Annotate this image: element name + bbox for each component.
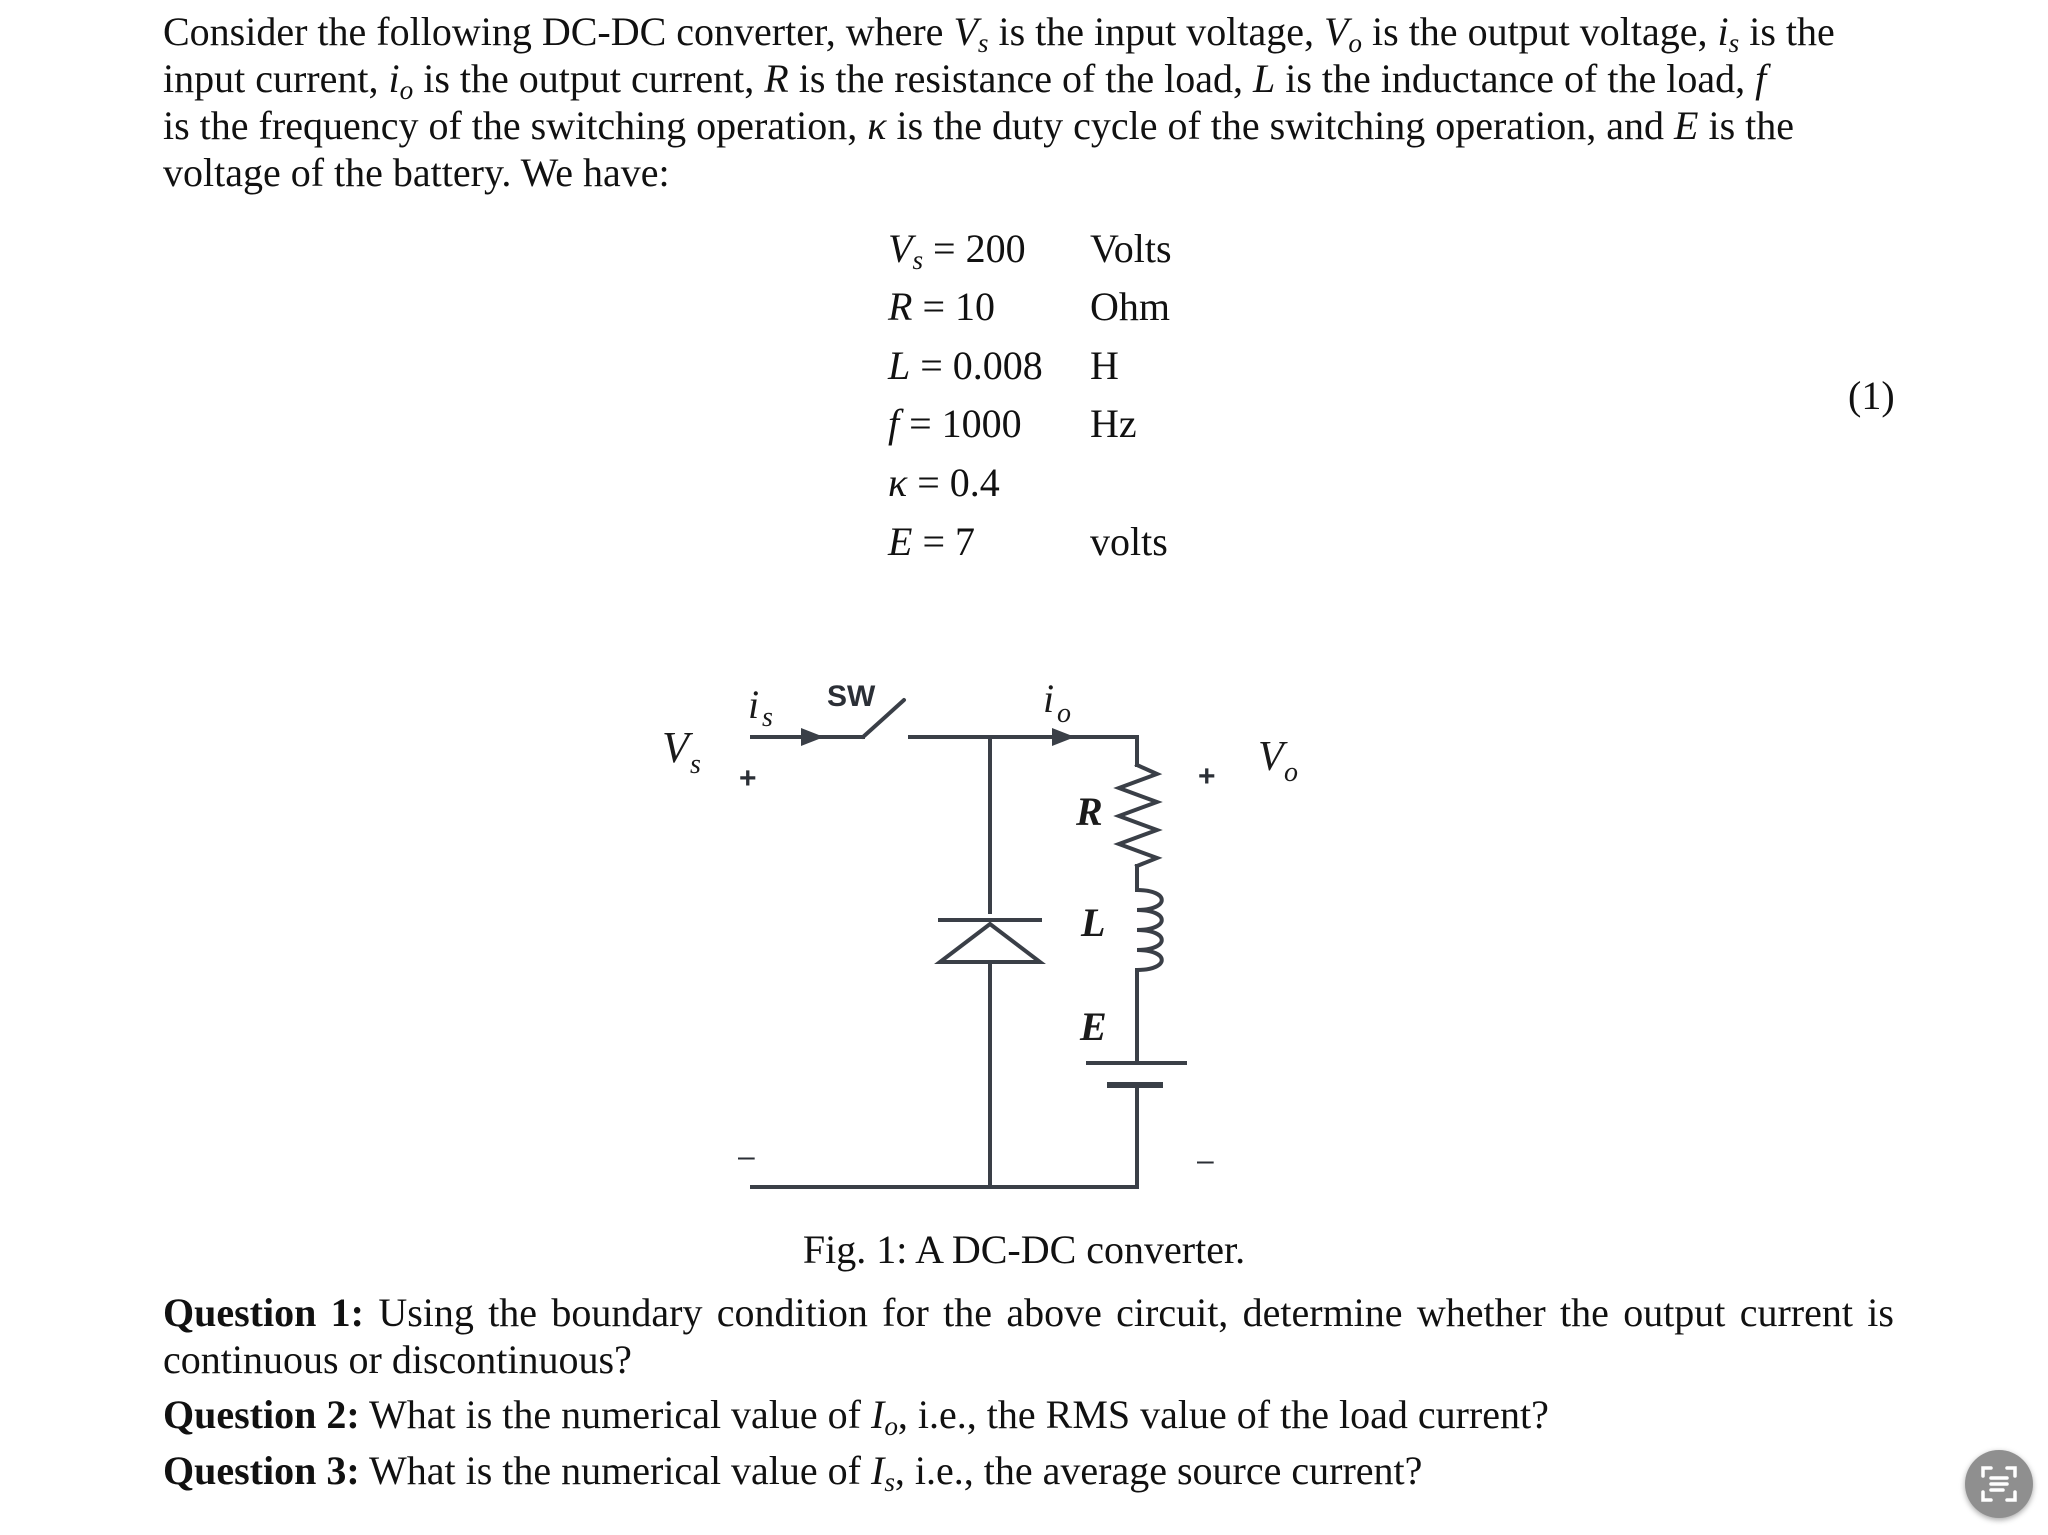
vs-plus-sign: + bbox=[739, 762, 757, 795]
equation-vs: $V_s = 200$ bbox=[888, 226, 1026, 275]
question-2: Question 2: What is the numerical value of $I_o$, i.e., the RMS value of the load current? bbox=[163, 1392, 1549, 1441]
equation-vs-unit: Volts bbox=[1090, 226, 1172, 271]
resistor-label: R bbox=[1076, 789, 1103, 834]
io-arrow bbox=[1052, 728, 1075, 746]
equation-r-unit: Ohm bbox=[1090, 284, 1170, 329]
vo-minus-sign: – bbox=[1197, 1144, 1214, 1177]
question-2-title: Question 2: bbox=[163, 1392, 360, 1437]
io-label-sub: o bbox=[1057, 698, 1071, 729]
vo-label-sub: o bbox=[1284, 757, 1298, 788]
equation-f-unit: Hz bbox=[1090, 401, 1137, 446]
intro-line-4: voltage of the battery. We have: bbox=[163, 150, 670, 195]
question-1-text: Using the boundary condition for the above circuit, determine whether the output current is continuous or discontinuous? bbox=[163, 1290, 1894, 1382]
inductor-label: L bbox=[1081, 900, 1106, 945]
vs-minus-sign: – bbox=[738, 1140, 755, 1173]
equation-r: R = 10 bbox=[888, 284, 995, 329]
intro-line-3: is the frequency of the switching operation, κ is the duty cycle of the switching operation, and E is the bbox=[163, 103, 1795, 148]
is-label: i bbox=[748, 682, 760, 727]
inductor-coil bbox=[1137, 890, 1162, 970]
resistor-zigzag bbox=[1119, 765, 1157, 866]
intro-line-2: input current, $i_o$ is the output current, R is the resistance of the load, L is the inductance of the load, f bbox=[163, 56, 1767, 105]
equation-kappa: κ = 0.4 bbox=[888, 460, 1000, 505]
scan-button[interactable] bbox=[1965, 1450, 2033, 1518]
question-3-title: Question 3: bbox=[163, 1448, 360, 1493]
equation-l-unit: H bbox=[1090, 343, 1119, 388]
vo-label: V bbox=[1258, 734, 1284, 780]
is-label-sub: s bbox=[762, 702, 773, 733]
is-arrow bbox=[801, 728, 824, 746]
diode-triangle bbox=[940, 924, 1040, 962]
equation-number: (1) bbox=[1848, 373, 1895, 418]
document-scan-icon bbox=[1965, 1450, 2033, 1518]
equation-e-unit: volts bbox=[1090, 519, 1168, 564]
question-3: Question 3: What is the numerical value of $I_s$, i.e., the average source current? bbox=[163, 1448, 1423, 1497]
equation-l: L = 0.008 bbox=[888, 343, 1043, 388]
battery-label: E bbox=[1080, 1004, 1107, 1049]
equation-e: E = 7 bbox=[888, 519, 975, 564]
diode-symbol bbox=[938, 920, 1042, 962]
question-1-title: Question 1: bbox=[163, 1290, 364, 1335]
figure-caption: Fig. 1: A DC-DC converter. bbox=[802, 1227, 1246, 1272]
switch-label: SW bbox=[827, 680, 876, 713]
vs-label-sub: s bbox=[690, 749, 701, 780]
io-label: i bbox=[1043, 676, 1055, 721]
vs-label: V bbox=[662, 723, 689, 772]
equation-f: f = 1000 bbox=[888, 401, 1022, 446]
question-1 bbox=[163, 1289, 1894, 1383]
intro-line-1: Consider the following DC-DC converter, where $V_s$ is the input voltage, $V_o$ is the output voltage, $i_s$ is the bbox=[163, 9, 1835, 58]
vo-plus-sign: + bbox=[1198, 760, 1216, 793]
